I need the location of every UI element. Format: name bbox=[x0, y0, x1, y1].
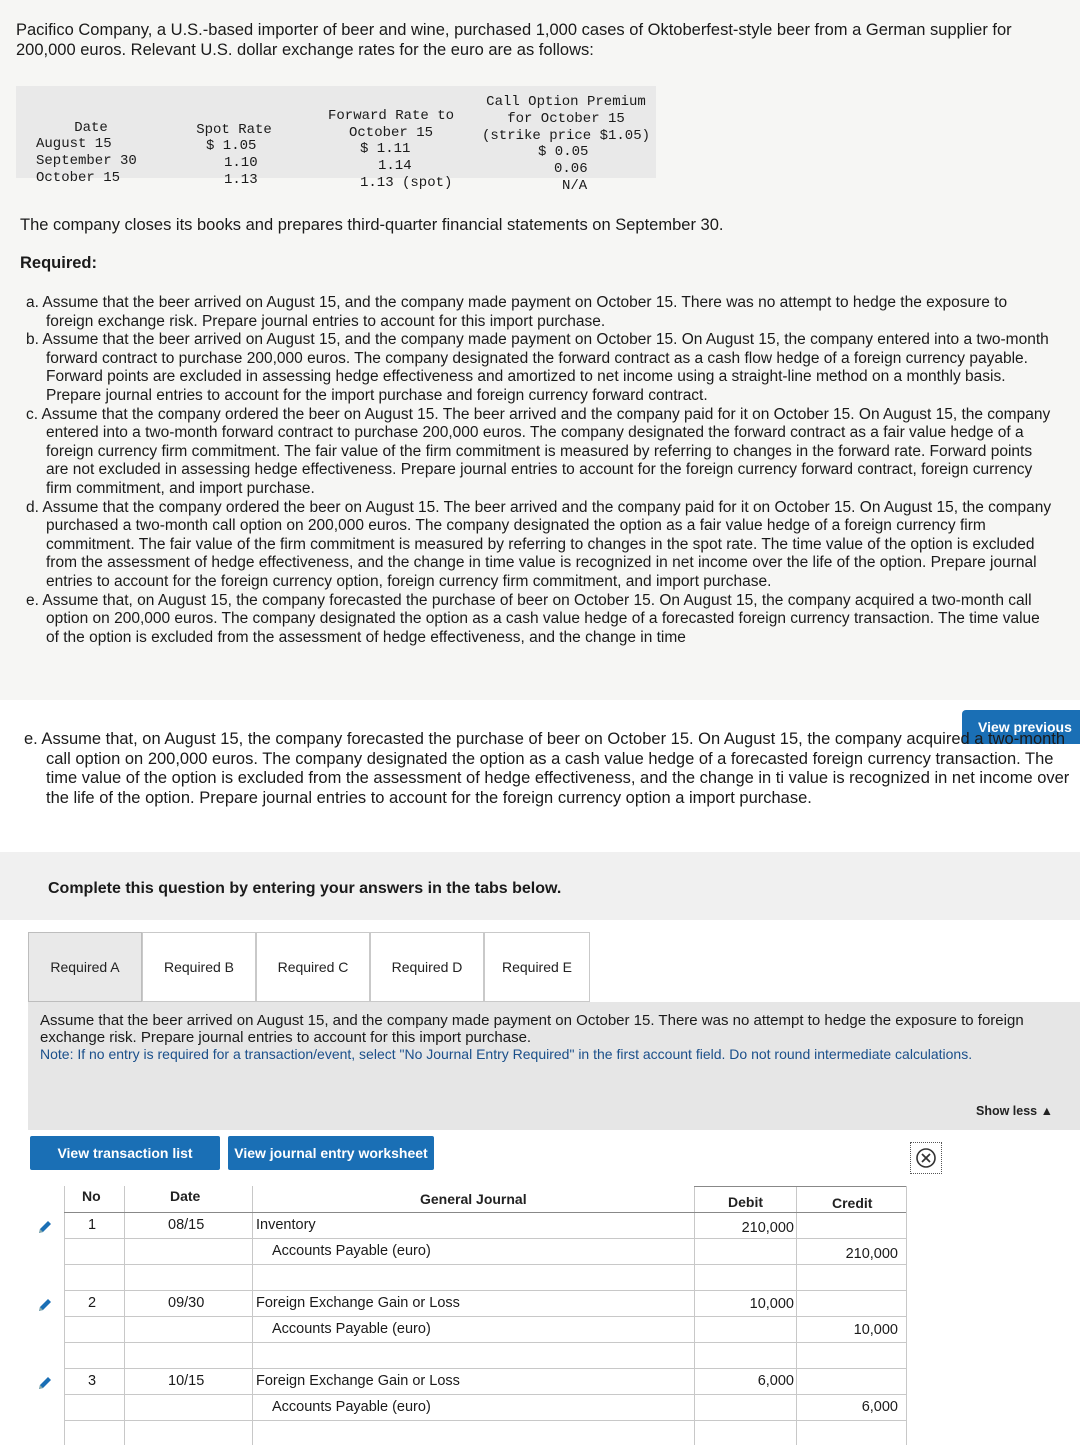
row-forward: $ 1.11 bbox=[360, 141, 411, 157]
header-date: Date bbox=[74, 120, 108, 136]
view-journal-worksheet-button[interactable]: View journal entry worksheet bbox=[228, 1136, 434, 1170]
header-spot-rate: Spot Rate bbox=[196, 122, 272, 138]
entry-no: 3 bbox=[88, 1373, 97, 1389]
row-option: $ 0.05 bbox=[538, 144, 589, 160]
answer-panel bbox=[0, 700, 1080, 1445]
close-button[interactable] bbox=[910, 1142, 942, 1174]
col-header-debit: Debit bbox=[728, 1194, 763, 1210]
show-less-link[interactable]: Show less ▲ bbox=[976, 1104, 1053, 1118]
tab-required-c[interactable]: Required C bbox=[256, 932, 370, 1002]
pencil-icon[interactable] bbox=[36, 1374, 54, 1392]
row-date: August 15 bbox=[36, 136, 112, 152]
requirement-d: d. Assume that the company ordered the beer on August 15. The beer arrived and the company paid for it on October 15. On August 15, the company purchased a two-month call option on 200,000 euros. The company designated the option as a fair value hedge of a foreign currency firm commitment. The fair value of the firm commitment is measured by referring to changes in the spot rate. The time value of the option is excluded from the assessment of hedge effectiveness, and the change in time value is recognized in net income over the life of the option. Prepare journal entries to account for the foreign currency option, foreign currency firm commitment, and import purchase. bbox=[26, 498, 1052, 590]
row-date: October 15 bbox=[36, 170, 121, 186]
tab-required-e[interactable]: Required E bbox=[484, 932, 590, 1002]
col-header-credit: Credit bbox=[832, 1195, 873, 1211]
header-option-3: (strike price $1.05) bbox=[481, 128, 651, 144]
row-spot: 1.13 bbox=[224, 172, 258, 188]
books-note: The company closes its books and prepares third-quarter financial statements on September 30. bbox=[20, 216, 724, 234]
requirement-c: c. Assume that the company ordered the beer on August 15. The beer arrived and the company paid for it on October 15. On August 15, the company entered into a two-month forward contract to purchase 200,000 euros. The company designated the forward contract as a fair value hedge of a foreign currency firm commitment. The fair value of the firm commitment is measured by referring to changes in the forward rate. Forward points are not excluded in assessing hedge effectiveness. Prepare journal entries to account for the foreign currency forward contract, foreign currency firm commitment, and import purchase. bbox=[26, 405, 1051, 497]
entry-date: 09/30 bbox=[168, 1295, 205, 1311]
tab-required-d[interactable]: Required D bbox=[370, 932, 484, 1002]
col-header-no: No bbox=[82, 1188, 101, 1204]
account-field[interactable]: Inventory bbox=[256, 1217, 316, 1233]
account-field[interactable]: Foreign Exchange Gain or Loss bbox=[256, 1295, 460, 1311]
complete-prompt: Complete this question by entering your answers in the tabs below. bbox=[48, 880, 562, 897]
credit-field[interactable]: 210,000 bbox=[845, 1246, 898, 1262]
requirements-list bbox=[26, 294, 1056, 647]
exchange-rates-table bbox=[16, 86, 656, 194]
view-transaction-list-button[interactable]: View transaction list bbox=[30, 1136, 220, 1170]
row-spot: $ 1.05 bbox=[206, 138, 257, 154]
row-forward: 1.13 (spot) bbox=[360, 175, 453, 191]
header-forward-rate-1: Forward Rate to bbox=[327, 108, 455, 124]
account-field[interactable]: Foreign Exchange Gain or Loss bbox=[256, 1373, 460, 1389]
requirement-e: e. Assume that, on August 15, the company forecasted the purchase of beer on October 15. On August 15, the company acquired a two-month call option on 200,000 euros. The company designated the option as a cash value hedge of a forecasted foreign currency transaction. The time value of the option is excluded from the assessment of hedge effectiveness, and the change in time bbox=[26, 591, 1040, 646]
requirement-b: b. Assume that the beer arrived on August 15, and the company made payment on October 15. On August 15, the company entered into a two-month forward contract to purchase 200,000 euros. The company designated the forward contract as a cash flow hedge of a foreign currency payable. Forward points are excluded in assessing hedge effectiveness and amortized to net income using a straight-line method on a monthly basis. Prepare journal entries to account for the import purchase and foreign currency forward contract. bbox=[26, 331, 1049, 404]
pencil-icon[interactable] bbox=[36, 1296, 54, 1314]
credit-field[interactable]: 6,000 bbox=[861, 1399, 898, 1415]
entry-date: 08/15 bbox=[168, 1217, 205, 1233]
debit-field[interactable]: 210,000 bbox=[741, 1220, 794, 1236]
entry-no: 1 bbox=[88, 1217, 97, 1233]
row-option: 0.06 bbox=[554, 161, 588, 177]
debit-field[interactable]: 6,000 bbox=[757, 1373, 794, 1389]
credit-field[interactable]: 10,000 bbox=[853, 1322, 898, 1338]
row-spot: 1.10 bbox=[224, 155, 258, 171]
problem-panel bbox=[0, 0, 1080, 700]
row-date: September 30 bbox=[36, 153, 137, 169]
col-header-account: General Journal bbox=[420, 1191, 527, 1207]
account-field[interactable]: Accounts Payable (euro) bbox=[272, 1399, 431, 1415]
col-header-date: Date bbox=[170, 1188, 201, 1204]
row-option: N/A bbox=[562, 178, 588, 194]
debit-field[interactable]: 10,000 bbox=[749, 1296, 794, 1312]
problem-intro: Pacifico Company, a U.S.-based importer of beer and wine, purchased 1,000 cases of Oktoberfest-style beer from a German supplier for 200,000 euros. Relevant U.S. dollar exchange rates for the euro are as follows: bbox=[16, 21, 1012, 59]
header-option-2: for October 15 bbox=[507, 111, 625, 127]
requirement-a: a. Assume that the beer arrived on August 15, and the company made payment on October 15. There was no attempt to hedge the exposure to foreign exchange risk. Prepare journal entries to account for this import purchase. bbox=[26, 294, 1008, 330]
tab-required-a[interactable]: Required A bbox=[28, 932, 142, 1002]
account-field[interactable]: Accounts Payable (euro) bbox=[272, 1243, 431, 1259]
account-field[interactable]: Accounts Payable (euro) bbox=[272, 1321, 431, 1337]
view-previous-button[interactable]: View previous bbox=[962, 710, 1080, 744]
tab-note: Note: If no entry is required for a transaction/event, select "No Journal Entry Required" in the first account field. Do not round intermediate calculations. bbox=[40, 1046, 973, 1062]
entry-date: 10/15 bbox=[168, 1373, 205, 1389]
requirement-e-text: e. Assume that, on August 15, the company forecasted the purchase of beer on October 15. On August 15, the company acquired a two-month call option on 200,000 euros. The company designated the option as a cash value hedge of a forecasted foreign currency transaction. The time value of the option is excluded from the assessment of hedge effectiveness, and the change in ti value is recognized in net income over the life of the option. Prepare journal entries to account for the foreign currency option a import purchase. bbox=[24, 730, 1070, 807]
tab-question-text: Assume that the beer arrived on August 15, and the company made payment on October 15. There was no attempt to hedge the exposure to foreign exchange risk. Prepare journal entries to account for this import purchase. bbox=[40, 1012, 1024, 1046]
pencil-icon[interactable] bbox=[36, 1218, 54, 1236]
header-option-1: Call Option Premium bbox=[486, 94, 646, 110]
close-circle-icon bbox=[915, 1147, 937, 1169]
header-forward-rate-2: October 15 bbox=[348, 125, 433, 141]
required-heading: Required: bbox=[20, 254, 98, 272]
entry-no: 2 bbox=[88, 1295, 97, 1311]
tab-panel bbox=[28, 1002, 1080, 1130]
tab-required-b[interactable]: Required B bbox=[142, 932, 256, 1002]
requirement-e-full bbox=[24, 730, 1080, 808]
row-forward: 1.14 bbox=[378, 158, 412, 174]
